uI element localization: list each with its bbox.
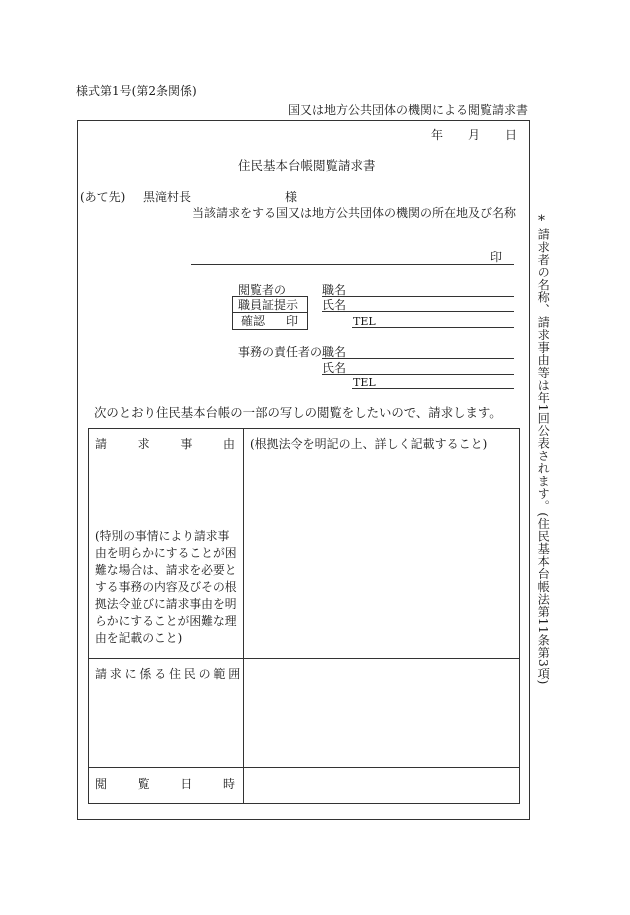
responsible-tel-line[interactable] — [352, 388, 514, 389]
scope-input-area[interactable] — [245, 660, 517, 765]
side-note: 請求者の名称、請求事由等は年1回公表されます。(住民基本台帳法第11条第3項) — [536, 228, 551, 685]
side-note-asterisk: * — [538, 213, 545, 229]
responsible-position-label: 職名 — [322, 345, 347, 359]
addressee-honorific: 様 — [285, 190, 298, 204]
staff-id-box-divider — [232, 312, 308, 313]
viewer-tel-line[interactable] — [352, 327, 514, 328]
viewer-name-label: 氏名 — [322, 298, 347, 312]
reason-note: (特別の事情により請求事由を明らかにすることが困難な場合は、請求を必要とする事務の内容及びその根拠法令並びに請求事由を明らかにすることが困難な理由を記載のこと) — [95, 529, 237, 645]
staff-id-label: 職員証提示 — [238, 298, 299, 312]
datetime-input-area[interactable] — [245, 769, 517, 802]
datetime-label — [95, 778, 235, 790]
reason-label — [95, 438, 235, 450]
responsible-position-line[interactable] — [322, 358, 514, 359]
reason-label-char: 事 — [180, 437, 193, 451]
table-row-divider-1 — [88, 658, 520, 659]
addressee-name: 黒滝村長 — [143, 190, 192, 204]
requester-seal-mark: 印 — [490, 250, 503, 264]
reason-label-char: 由 — [222, 437, 235, 451]
requester-signature-line[interactable] — [191, 264, 514, 265]
date-day-label: 日 — [505, 128, 518, 142]
responsible-tel-label: TEL — [353, 376, 376, 389]
confirm-seal[interactable]: 印 — [286, 314, 299, 328]
responsible-name-label: 氏名 — [322, 361, 347, 375]
confirm-label: 確認 — [241, 314, 266, 328]
table-column-divider — [243, 428, 244, 804]
reason-instruction: (根拠法令を明記の上、詳しく記載すること) — [250, 437, 488, 451]
request-statement: 次のとおり住民基本台帳の一部の写しの閲覧をしたいので、請求します。 — [94, 405, 502, 420]
datetime-label-char: 時 — [222, 777, 235, 791]
viewer-tel-label: TEL — [353, 315, 376, 328]
table-row-divider-2 — [88, 767, 520, 768]
reason-label-char: 請 — [95, 437, 108, 451]
date-year-label: 年 — [431, 128, 444, 142]
reason-label-char: 求 — [137, 437, 150, 451]
date-month-label: 月 — [468, 128, 481, 142]
viewer-name-line[interactable] — [322, 311, 514, 312]
datetime-label-char: 日 — [180, 777, 193, 791]
form-subtitle: 国又は地方公共団体の機関による閲覧請求書 — [288, 103, 529, 117]
viewer-position-line[interactable] — [322, 296, 514, 297]
form-number: 様式第1号(第2条関係) — [76, 84, 197, 98]
viewer-label: 閲覧者の — [238, 283, 287, 297]
form-title: 住民基本台帳閲覧請求書 — [238, 158, 376, 173]
viewer-position-label: 職名 — [322, 283, 347, 297]
requester-instruction: 当該請求をする国又は地方公共団体の機関の所在地及び名称 — [192, 206, 517, 220]
reason-input-area[interactable] — [245, 456, 517, 654]
addressee-label: (あて先) — [80, 190, 126, 204]
datetime-label-char: 閲 — [95, 777, 108, 791]
scope-label: 請求に係る住民の範囲 — [95, 667, 244, 681]
responsible-name-line[interactable] — [322, 374, 514, 375]
datetime-label-char: 覧 — [137, 777, 150, 791]
responsible-label: 事務の責任者の — [238, 345, 323, 359]
